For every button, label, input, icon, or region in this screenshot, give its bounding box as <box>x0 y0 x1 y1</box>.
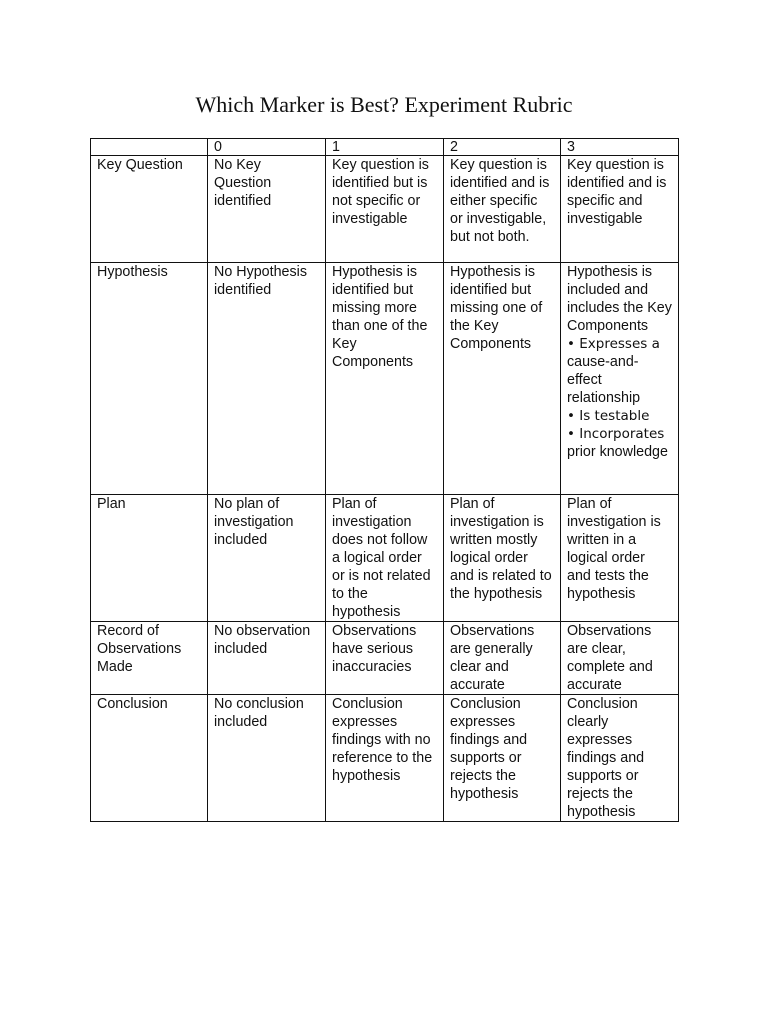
level-cell: Observations are generally clear and accurate <box>444 622 561 695</box>
level-cell: Key question is identified but is not specific or investigable <box>326 156 444 263</box>
table-row <box>91 622 679 695</box>
bullet-item <box>567 335 672 407</box>
level-cell: Conclusion clearly expresses findings and supports or rejects the hypothesis <box>561 695 679 822</box>
level-cell: Hypothesis is identified but missing more than one of the Key Components <box>326 263 444 495</box>
criterion-cell: Record of Observations Made <box>91 622 208 695</box>
level-cell: Key question is identified and is either specific or investigable, but not both. <box>444 156 561 263</box>
table-header-row <box>91 139 679 156</box>
level-cell: No plan of investigation included <box>208 495 326 622</box>
table-row <box>91 263 679 495</box>
rubric-table <box>90 138 679 822</box>
level-cell: Observations have serious inaccuracies <box>326 622 444 695</box>
criterion-cell: Hypothesis <box>91 263 208 495</box>
level-cell: Plan of investigation does not follow a logical order or is not related to the hypothesis <box>326 495 444 622</box>
level-cell: Plan of investigation is written in a logical order and tests the hypothesis <box>561 495 679 622</box>
header-cell-score-0: 0 <box>208 139 326 156</box>
level-cell: No Key Question identified <box>208 156 326 263</box>
header-cell-score-3: 3 <box>561 139 679 156</box>
table-row <box>91 156 679 263</box>
level-cell: No Hypothesis identified <box>208 263 326 495</box>
level-cell: Conclusion expresses findings with no reference to the hypothesis <box>326 695 444 822</box>
header-cell-score-2: 2 <box>444 139 561 156</box>
page-title: Which Marker is Best? Experiment Rubric <box>195 92 573 117</box>
bullet-lead: • Expresses a <box>567 336 660 352</box>
criterion-cell: Conclusion <box>91 695 208 822</box>
level-cell: No observation included <box>208 622 326 695</box>
level-cell: Key question is identified and is specific and investigable <box>561 156 679 263</box>
bullet-item <box>567 425 672 461</box>
table-row <box>91 495 679 622</box>
level-text: Hypothesis is included and includes the Key Components <box>567 264 672 334</box>
bullet-rest: prior knowledge <box>567 444 668 460</box>
level-cell: No conclusion included <box>208 695 326 822</box>
table-row <box>91 695 679 822</box>
header-cell-score-1: 1 <box>326 139 444 156</box>
criterion-cell: Plan <box>91 495 208 622</box>
level-cell: Hypothesis is identified but missing one of the Key Components <box>444 263 561 495</box>
level-cell: Plan of investigation is written mostly logical order and is related to the hypothesis <box>444 495 561 622</box>
bullet-rest: cause-and-effect relationship <box>567 354 641 406</box>
bullet-lead: • Is testable <box>567 408 650 424</box>
bullet-lead: • Incorporates <box>567 426 665 442</box>
header-cell-criterion <box>91 139 208 156</box>
bullet-item <box>567 407 672 425</box>
level-cell: Observations are clear, complete and accurate <box>561 622 679 695</box>
criterion-cell: Key Question <box>91 156 208 263</box>
level-cell-with-bullets <box>561 263 679 495</box>
level-cell: Conclusion expresses findings and supports or rejects the hypothesis <box>444 695 561 822</box>
